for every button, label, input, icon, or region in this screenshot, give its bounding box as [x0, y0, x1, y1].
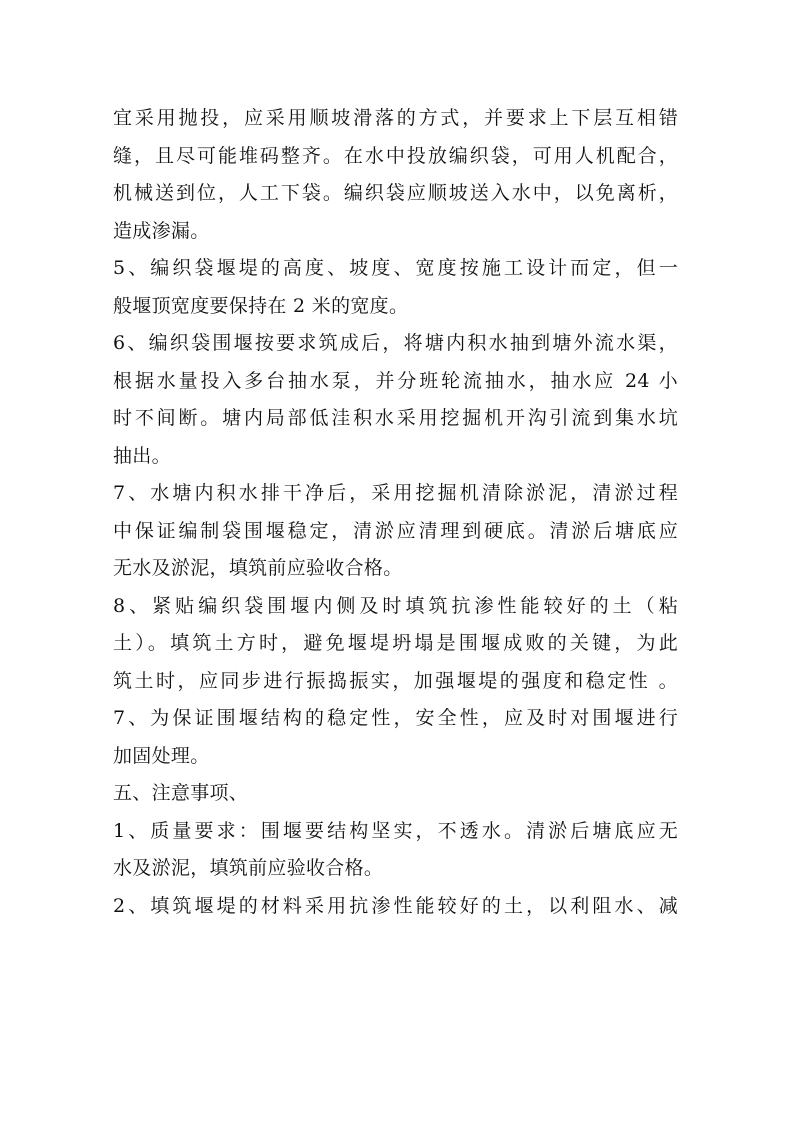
- text-line-12: 中保证编制袋围堰稳定，清淤应清理到硬底。清淤后塘底应: [113, 519, 678, 542]
- text-line-2: 缝，且尽可能堆码整齐。在水中投放编织袋，可用人机配合，: [113, 144, 678, 167]
- text-line-10: 抽出。: [113, 444, 171, 467]
- text-line-5: 5、编织袋堰堤的高度、坡度、宽度按施工设计而定，但一: [113, 257, 678, 279]
- text-line-20: 1、质量要求：围堰要结构坚实，不透水。清淤后塘底应无: [113, 819, 678, 842]
- text-line-17: 7、为保证围堰结构的稳定性，安全性，应及时对围堰进行: [113, 707, 678, 729]
- text-line-6: 般堰顶宽度要保持在 2 米的宽度。: [113, 294, 409, 317]
- text-line-1: 宜采用抛投，应采用顺坡滑落的方式，并要求上下层互相错: [113, 107, 678, 129]
- text-line-16: 筑土时，应同步进行振捣振实，加强堰堤的强度和稳定性 。: [113, 669, 678, 692]
- document-page: [113, 100, 678, 925]
- text-line-3: 机械送到位，人工下袋。编织袋应顺坡送入水中，以免离析，: [113, 182, 678, 204]
- text-line-15: 土）。填筑土方时，避免堰堤坍塌是围堰成败的关键，为此: [113, 632, 678, 654]
- text-line-4: 造成渗漏。: [113, 219, 210, 242]
- text-line-14: 8、紧贴编织袋围堰内侧及时填筑抗渗性能较好的土（粘: [113, 594, 678, 617]
- section-heading: 五、注意事项、: [113, 782, 249, 804]
- text-line-8: 根据水量投入多台抽水泵，并分班轮流抽水，抽水应 24 小: [113, 369, 678, 392]
- text-line-11: 7、水塘内积水排干净后，采用挖掘机清除淤泥，清淤过程: [113, 482, 678, 504]
- text-line-9: 时不间断。塘内局部低洼积水采用挖掘机开沟引流到集水坑: [113, 407, 678, 429]
- text-line-22: 2、填筑堰堤的材料采用抗渗性能较好的土，以利阻水、减: [113, 894, 678, 917]
- text-line-13: 无水及淤泥，填筑前应验收合格。: [113, 557, 403, 579]
- text-line-7: 6、编织袋围堰按要求筑成后，将塘内积水抽到塘外流水渠，: [113, 332, 678, 354]
- text-line-21: 水及淤泥，填筑前应验收合格。: [113, 857, 384, 879]
- text-line-18: 加固处理。: [113, 744, 210, 767]
